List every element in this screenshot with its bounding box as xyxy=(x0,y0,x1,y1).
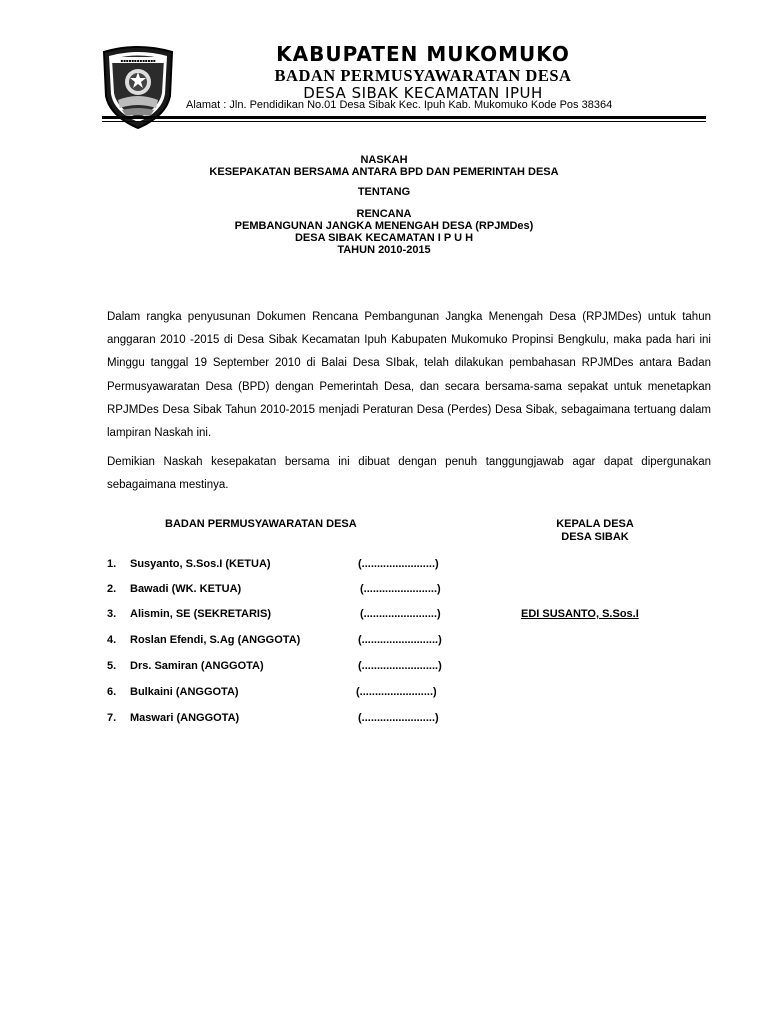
list-item xyxy=(0,712,768,726)
title-tentang: TENTANG xyxy=(357,186,411,198)
member-name: Drs. Samiran (ANGGOTA) xyxy=(130,660,264,672)
member-name: Bawadi (WK. KETUA) xyxy=(130,583,242,595)
list-item xyxy=(0,686,768,700)
member-number: 7. xyxy=(107,712,117,724)
signature-line: (.........................) xyxy=(358,634,442,646)
member-name: Maswari (ANGGOTA) xyxy=(130,712,240,724)
member-name: Susyanto, S.Sos.I (KETUA) xyxy=(130,558,271,570)
letterhead-rule-thin xyxy=(102,121,706,122)
letterhead-address: Alamat : Jln. Pendidikan No.01 Desa Sibak Kec. Ipuh Kab. Mukomuko Kode Pos 38364 xyxy=(186,99,613,111)
member-number: 4. xyxy=(107,634,117,646)
member-name: Roslan Efendi, S.Ag (ANGGOTA) xyxy=(130,634,301,646)
title-pembangunan: PEMBANGUNAN JANGKA MENENGAH DESA (RPJMDes) xyxy=(234,220,534,232)
signature-line: (........................) xyxy=(358,558,439,570)
member-number: 3. xyxy=(107,608,117,620)
member-number: 6. xyxy=(107,686,117,698)
body-paragraph-1: Dalam rangka penyusunan Dokumen Rencana Pembangunan Jangka Menengah Desa (RPJMDes) untuk tahun anggaran 2010 -2015 di Desa Sibak Kecamatan Ipuh Kabupaten Mukomuko Propinsi Bengkulu, maka pada hari ini Minggu tanggal 19 September 2010 di Balai Desa SIbak, telah dilakukan pembahasan RPJMDes antara Badan Permusyawaratan Desa (BPD) dengan Pemerintah Desa, dan secara bersama-sama sepakat untuk menetapkan RPJMDes Desa Sibak Tahun 2010-2015 menjadi Peraturan Desa (Perdes) Desa Sibak, sebagaimana tertuang dalam lampiran Naskah ini. xyxy=(107,311,711,440)
member-number: 5. xyxy=(107,660,117,672)
letterhead-rule-thick xyxy=(102,116,706,119)
letterhead-village: DESA SIBAK KECAMATAN IPUH xyxy=(303,84,543,102)
letterhead-regency: KABUPATEN MUKOMUKO xyxy=(276,42,570,66)
svg-text:▪▪▪▪▪▪▪▪▪▪▪▪▪: ▪▪▪▪▪▪▪▪▪▪▪▪▪ xyxy=(120,58,156,63)
signature-line: (........................) xyxy=(360,583,441,595)
bpd-signature-heading: BADAN PERMUSYAWARATAN DESA xyxy=(165,518,357,530)
member-name: Bulkaini (ANGGOTA) xyxy=(130,686,239,698)
title-naskah: NASKAH xyxy=(360,154,408,166)
list-item xyxy=(0,558,768,572)
title-tahun: TAHUN 2010-2015 xyxy=(337,244,431,256)
list-item xyxy=(0,660,768,674)
member-number: 2. xyxy=(107,583,117,595)
letterhead-institution: BADAN PERMUSYAWARATAN DESA xyxy=(274,66,572,85)
list-item xyxy=(0,583,768,597)
signature-line: (........................) xyxy=(358,712,439,724)
signature-line: (........................) xyxy=(360,608,441,620)
kades-heading-2: DESA SIBAK xyxy=(561,531,629,543)
title-rencana: RENCANA xyxy=(356,208,412,220)
list-item xyxy=(0,608,768,622)
kades-name: EDI SUSANTO, S.Sos.I xyxy=(521,608,639,620)
signature-line: (........................) xyxy=(356,686,437,698)
list-item xyxy=(0,634,768,648)
member-number: 1. xyxy=(107,558,117,570)
kades-heading-1: KEPALA DESA xyxy=(556,518,634,530)
title-kesepakatan: KESEPAKATAN BERSAMA ANTARA BPD DAN PEMERINTAH DESA xyxy=(209,166,559,178)
member-name: Alismin, SE (SEKRETARIS) xyxy=(130,608,271,620)
signature-line: (.........................) xyxy=(358,660,442,672)
body-paragraph-2: Demikian Naskah kesepakatan bersama ini dibuat dengan penuh tanggungjawab agar dapat dipergunakan sebagaimana mestinya. xyxy=(107,456,711,492)
title-desa: DESA SIBAK KECAMATAN I P U H xyxy=(294,232,474,244)
